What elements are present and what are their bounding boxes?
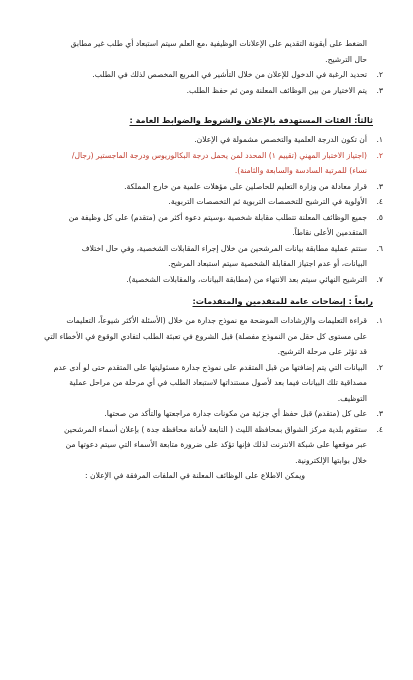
paragraph-line: البيانات، أو عدم اجتياز المقابلة الشخصية سيتم استبعاد المرشح.	[168, 259, 367, 268]
list-number: ٣.	[376, 181, 383, 191]
list-number: ٣.	[376, 85, 383, 95]
list-number: ٦.	[376, 243, 383, 253]
list-item	[30, 272, 383, 288]
list-number: ٢.	[376, 70, 383, 79]
list-number: ١.	[376, 316, 383, 325]
list-text: على كل (متقدم) قبل حفظ أي جزئية من مكونات جدارة مراجعتها والتأكد من صحتها.	[104, 409, 367, 418]
paragraph-line: على مستوى كل حقل من النموذج مفصلة) قبل الشروع في تعبئة الطلب لتفادي الوقوع في الأخطاء التي	[44, 331, 367, 341]
list-text: قرار معادلة من وزارة التعليم للحاصلين على مؤهلات علمية من خارج المملكة.	[124, 181, 367, 191]
list-text: قراءة التعليمات والإرشادات الموضحة مع نموذج جدارة من خلال (الأسئلة الأكثر شيوعاً، التعليمات	[66, 316, 367, 325]
section-heading	[30, 293, 383, 309]
list-item	[30, 179, 383, 195]
list-text: الترشيح النهائي سيتم بعد الانتهاء من (مطابقة البيانات، والمقابلات الشخصية).	[126, 274, 367, 284]
list-item	[30, 132, 383, 148]
list-item	[30, 241, 383, 257]
paragraph-line: عبر موقعها على شبكة الانترنت لذلك فإنها تؤكد على ضرورة متابعة الأسماء التي سيتم دعوتها من	[65, 440, 367, 449]
list-text: جميع الوظائف المعلنة تتطلب مقابلة شخصية ،وسيتم دعوة أكثر من (متقدم) على كل وظيفة من	[68, 212, 367, 222]
list-item	[30, 194, 383, 210]
list-item	[30, 67, 383, 83]
list-text: يتم الاختيار من بين الوظائف المعلنة ومن ثم حفظ الطلب.	[186, 85, 367, 95]
list-item-highlighted	[30, 148, 383, 164]
list-text: البيانات التي يتم إضافتها من قبل المتقدم على نموذج جدارة مسئوليتها على المتقدم حتى لو أدى عدم	[53, 362, 367, 372]
paragraph-line: الضغط على أيقونة التقديم على الإعلانات الوظيفية ،مع العلم سيتم استبعاد أي طلب غير مطابق	[70, 39, 367, 48]
list-number: ٤.	[376, 197, 383, 206]
paragraph-line: المتقدمين الأعلى نقاطاً.	[292, 228, 367, 237]
list-text: ستتم عملية مطابقة بيانات المرشحين من خلال إجراء المقابلات الشخصية، وفي حال اختلاف	[81, 243, 367, 253]
paragraph-line: قد تؤثر على مرحلة الترشيح.	[277, 347, 367, 356]
list-number: ١.	[376, 135, 383, 144]
list-text: الأولوية في الترشيح للتخصصات التربوية ثم التخصصات التربوية.	[168, 197, 367, 206]
list-text: (اجتياز الاختبار المهني (تقييم ١) المحدد لمن يحمل درجة البكالوريوس ودرجة الماجستير (رجال/	[71, 150, 367, 160]
list-number: ٢.	[376, 150, 383, 160]
list-item	[30, 360, 383, 376]
list-item	[30, 83, 383, 99]
list-number: ٣.	[376, 409, 383, 418]
list-item	[30, 210, 383, 226]
section-heading-text: رابعاً : إيضاحات عامة للمتقدمين والمتقدمات:	[192, 296, 373, 306]
list-text: أن تكون الدرجة العلمية والتخصص مشمولة في الإعلان.	[194, 135, 367, 144]
paragraph-line: حال الترشيح.	[325, 54, 367, 64]
list-number: ٤.	[376, 424, 383, 434]
list-item	[30, 313, 383, 329]
list-item	[30, 406, 383, 422]
paragraph-line-highlighted: نساء) للمرتبة السادسة والسابعة والثامنة).	[234, 166, 367, 175]
list-item	[30, 422, 383, 438]
section-heading	[30, 112, 383, 128]
closing-line: ويمكن الاطلاع على الوظائف المعلنة في الملفات المرفقة في الإعلان :	[85, 471, 305, 480]
section-heading-text: ثالثاً: الفئات المستهدفة بالإعلان والشروط والضوابط العامة :	[129, 115, 373, 125]
list-number: ٢.	[376, 362, 383, 372]
paragraph-line: خلال بوابتها الإلكترونية.	[295, 455, 367, 465]
paragraph-line: التوظيف.	[337, 393, 367, 403]
list-text: تحديد الرغبة في الدخول للإعلان من خلال التأشير في المربع المخصص لذلك في الطلب.	[92, 70, 367, 79]
paragraph-line: مصداقية تلك البيانات فيما بعد لأصول مستنداتها لاستبعاد الطلب في أي مرحلة من مراحل عملية	[69, 378, 367, 387]
list-text: ستقوم بلدية مركز الشواق بمحافظة الليث ( التابعة لأمانة محافظة جدة ) بإعلان أسماء المرشحين	[64, 424, 367, 434]
list-number: ٥.	[376, 212, 383, 222]
list-number: ٧.	[376, 274, 383, 284]
